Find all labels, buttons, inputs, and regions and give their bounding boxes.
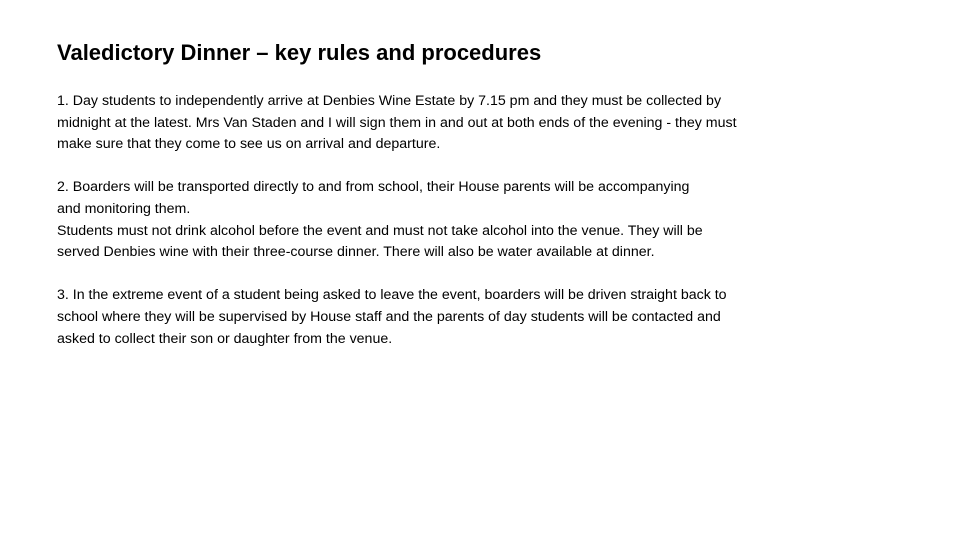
rule-1-line-3: make sure that they come to see us on arrival and departure. <box>57 136 441 153</box>
rule-paragraph-1 <box>57 91 867 156</box>
paragraph-spacer <box>57 264 867 286</box>
slide-title: Valedictory Dinner – key rules and procedures <box>57 40 542 65</box>
rule-3-line-2: school where they will be supervised by House staff and the parents of day students will be contacted and <box>57 308 721 325</box>
slide-body <box>57 91 867 350</box>
rule-2-line-4: served Denbies wine with their three-course dinner. There will also be water available at dinner. <box>57 244 655 261</box>
rule-2-line-1: 2. Boarders will be transported directly to and from school, their House parents will be accompanying <box>57 179 690 196</box>
rule-1-line-2: midnight at the latest. Mrs Van Staden and I will sign them in and out at both ends of the evening - they must <box>57 114 737 131</box>
rule-2-line-3: Students must not drink alcohol before the event and must not take alcohol into the venue. They will be <box>57 222 703 239</box>
rule-paragraph-2 <box>57 177 867 263</box>
rule-2-line-2: and monitoring them. <box>57 200 191 217</box>
rule-3-line-1: 3. In the extreme event of a student being asked to leave the event, boarders will be driven straight back to <box>57 287 727 304</box>
rule-3-line-3: asked to collect their son or daughter from the venue. <box>57 330 393 347</box>
rule-1-line-1: 1. Day students to independently arrive at Denbies Wine Estate by 7.15 pm and they must be collected by <box>57 93 722 109</box>
paragraph-spacer <box>57 156 867 178</box>
rule-paragraph-3 <box>57 285 867 350</box>
